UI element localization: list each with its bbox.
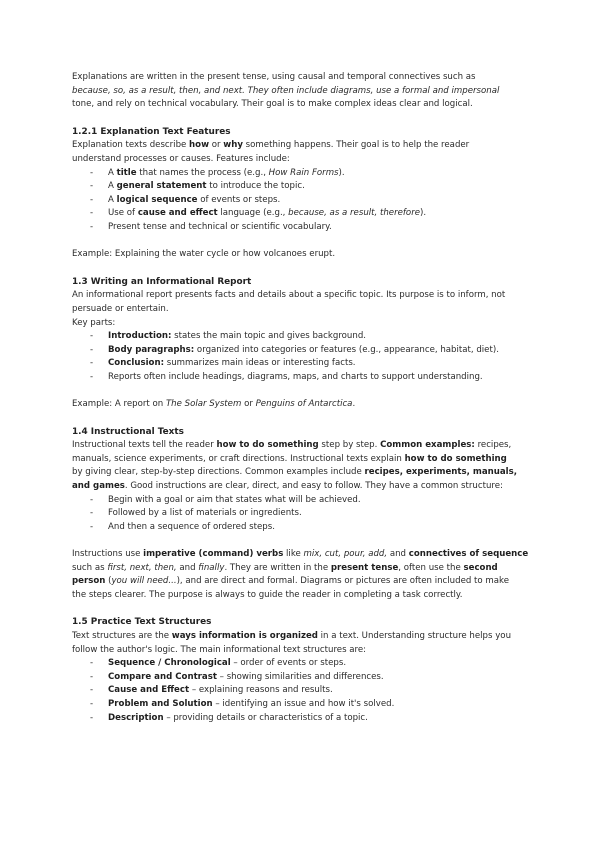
- intro-line-1: Explanations are written in the present tense, using causal and temporal connectives such as: [72, 72, 476, 82]
- list-item: - Use of cause and effect language (e.g., because, as a result, therefore).: [90, 208, 427, 219]
- list-item: - Begin with a goal or aim that states what will be achieved.: [90, 494, 361, 505]
- paragraph-line: person (you will need...), and are direct and formal. Diagrams or pictures are often included to make: [72, 576, 510, 587]
- list-item: - Cause and Effect – explaining reasons and results.: [90, 685, 333, 696]
- key-parts-list: [72, 330, 534, 384]
- paragraph-line: by giving clear, step-by-step directions. Common examples include recipes, experiments, manuals,: [72, 467, 517, 478]
- text-structures-list: [72, 657, 534, 725]
- section-heading-1-5: 1.5 Practice Text Structures: [72, 617, 212, 628]
- list-item: - Conclusion: summarizes main ideas or interesting facts.: [90, 358, 356, 369]
- paragraph-line: manuals, science experiments, or craft directions. Instructional texts explain how to do something: [72, 453, 507, 464]
- intro-paragraph: [72, 71, 534, 112]
- list-item: - Sequence / Chronological – order of events or steps.: [90, 658, 347, 669]
- paragraph-line: Instructional texts tell the reader how to do something step by step. Common examples: recipes,: [72, 440, 512, 451]
- paragraph-line: persuade or entertain.: [72, 303, 169, 314]
- paragraph-line: understand processes or causes. Features include:: [72, 153, 290, 164]
- list-item: - A title that names the process (e.g., How Rain Forms).: [90, 167, 345, 178]
- section-heading-1-3: 1.3 Writing an Informational Report: [72, 276, 252, 287]
- paragraph-line: and games. Good instructions are clear, direct, and easy to follow. They have a common structure:: [72, 481, 503, 492]
- features-list: [72, 167, 534, 235]
- list-item: - Description – providing details or characteristics of a topic.: [90, 712, 368, 723]
- structure-list: [72, 494, 534, 535]
- paragraph-line: such as first, next, then, and finally. They are written in the present tense, often use the second: [72, 562, 498, 573]
- paragraph-line: Instructions use imperative (command) verbs like mix, cut, pour, add, and connectives of sequence: [72, 549, 529, 559]
- example-line: Example: Explaining the water cycle or how volcanoes erupt.: [72, 249, 336, 260]
- paragraph-line: Key parts:: [72, 317, 116, 328]
- list-item: - Compare and Contrast – showing similarities and differences.: [90, 671, 384, 682]
- paragraph-line: Explanation texts describe how or why something happens. Their goal is to help the reader: [72, 140, 470, 151]
- paragraph-line: An informational report presents facts and details about a specific topic. Its purpose is to inform, not: [72, 290, 506, 301]
- document-page: [72, 71, 534, 725]
- list-item: - Body paragraphs: organized into categories or features (e.g., appearance, habitat, diet).: [90, 344, 499, 355]
- list-item: - A logical sequence of events or steps.: [90, 194, 281, 205]
- example-line: Example: A report on The Solar System or Penguins of Antarctica.: [72, 399, 356, 410]
- list-item: - Reports often include headings, diagrams, maps, and charts to support understanding.: [90, 371, 483, 382]
- intro-line-2: because, so, as a result, then, and next. They often include diagrams, use a formal and impersonal: [72, 85, 500, 96]
- list-item: - Followed by a list of materials or ingredients.: [90, 508, 302, 519]
- intro-line-3: tone, and rely on technical vocabulary. Their goal is to make complex ideas clear and logical.: [72, 99, 473, 110]
- paragraph-line: Text structures are the ways information is organized in a text. Understanding structure helps you: [72, 630, 512, 641]
- section-heading-1-4: 1.4 Instructional Texts: [72, 426, 184, 437]
- list-item: - And then a sequence of ordered steps.: [90, 521, 275, 532]
- paragraph-line: the steps clearer. The purpose is always to guide the reader in completing a task correctly.: [72, 589, 463, 600]
- list-item: - Problem and Solution – identifying an issue and how it's solved.: [90, 698, 395, 709]
- list-item: - A general statement to introduce the topic.: [90, 181, 305, 192]
- paragraph-line: follow the author's logic. The main informational text structures are:: [72, 644, 367, 655]
- section-heading-1-2-1: 1.2.1 Explanation Text Features: [72, 126, 231, 137]
- list-item: - Present tense and technical or scientific vocabulary.: [90, 221, 332, 232]
- list-item: - Introduction: states the main topic and gives background.: [90, 331, 367, 342]
